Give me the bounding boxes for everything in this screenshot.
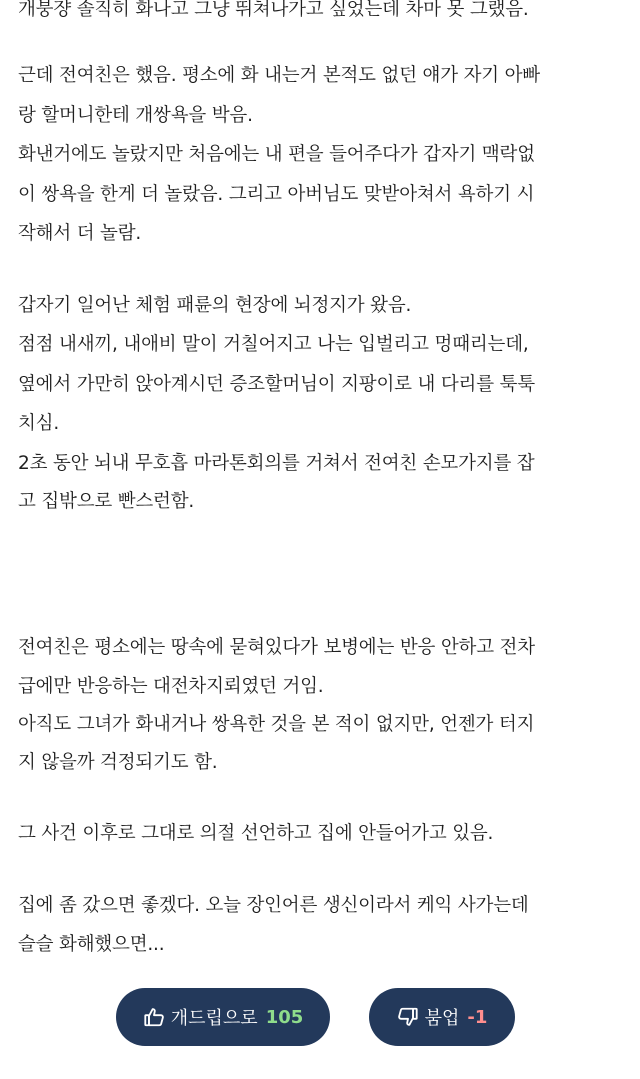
post-line: 옆에서 가만히 앉아계시던 증조할머님이 지팡이로 내 다리를 툭툭: [18, 374, 535, 395]
post-line: 치심.: [18, 413, 60, 434]
post-line: 아직도 그녀가 화내거나 쌍욕한 것을 본 적이 없지만, 언젠가 터지: [18, 714, 535, 735]
post-line: 점점 내새끼, 내애비 말이 거칠어지고 나는 입벌리고 멍때리는데,: [18, 334, 529, 355]
downvote-count: -1: [467, 1006, 488, 1028]
post-line: 급에만 반응하는 대전차지뢰였던 거임.: [18, 676, 324, 697]
post-line: 갑자기 일어난 체험 패륜의 현장에 뇌정지가 왔음.: [18, 295, 412, 316]
post-line: 2초 동안 뇌내 무호흡 마라톤회의를 거쳐서 전여친 손모가지를 잡: [18, 453, 535, 474]
post-line: 집에 좀 갔으면 좋겠다. 오늘 장인어른 생신이라서 케익 사가는데: [18, 895, 529, 916]
upvote-label: 개드립으로: [170, 1008, 258, 1029]
post-line: 랑 할머니한테 개쌍욕을 박음.: [18, 105, 253, 126]
vote-bar: [0, 988, 640, 1048]
post-line: 지 않을까 걱정되기도 함.: [18, 752, 218, 773]
thumbs-up-icon: [143, 1006, 165, 1028]
post-line: 고 집밖으로 빤스런함.: [18, 491, 195, 512]
downvote-button[interactable]: [369, 988, 515, 1046]
upvote-count: 105: [265, 1006, 304, 1028]
post-line: 화낸거에도 놀랐지만 처음에는 내 편을 들어주다가 갑자기 맥락없: [18, 144, 535, 165]
post-line: 그 사건 이후로 그대로 의절 선언하고 집에 안들어가고 있음.: [18, 823, 494, 844]
post-line: 작해서 더 놀람.: [18, 223, 142, 244]
post-line: 슬슬 화해했으면...: [18, 934, 165, 955]
post-line: 이 쌍욕을 한게 더 놀랐음. 그리고 아버님도 맞받아쳐서 욕하기 시: [18, 184, 535, 205]
thumbs-down-icon: [397, 1006, 419, 1028]
post-line: 개붕쟝 솔직히 화나고 그냥 뛰쳐나가고 싶었는데 차마 못 그랬음.: [18, 0, 529, 20]
post-line: 근데 전여친은 했음. 평소에 화 내는거 본적도 없던 얘가 자기 아빠: [18, 65, 540, 86]
upvote-button[interactable]: [116, 988, 330, 1046]
downvote-label: 붐업: [424, 1008, 460, 1029]
post-line: 전여친은 평소에는 땅속에 묻혀있다가 보병에는 반응 안하고 전차: [18, 637, 535, 658]
